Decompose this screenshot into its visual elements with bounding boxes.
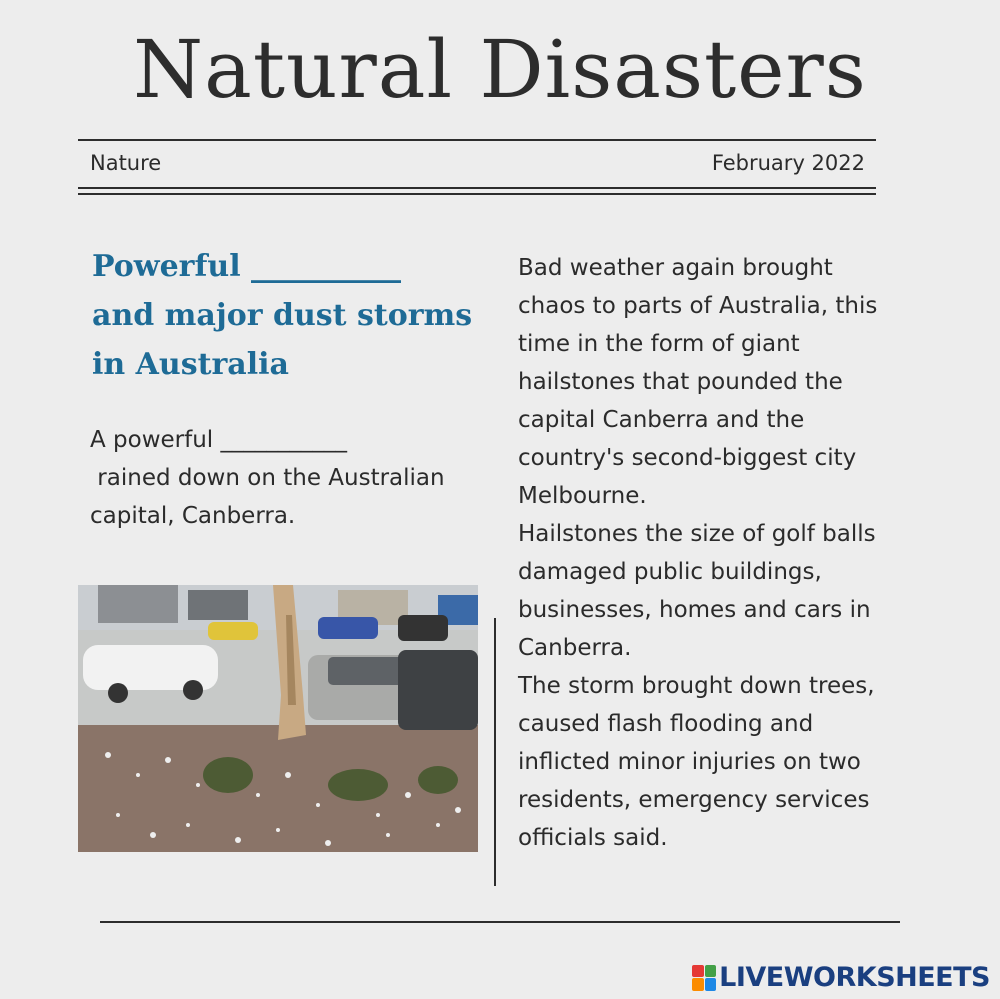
- article-line: Melbourne.: [518, 483, 647, 509]
- headline-line: in Australia: [92, 347, 289, 382]
- article-line: capital Canberra and the: [518, 407, 805, 433]
- article-line: chaos to parts of Australia, this: [518, 293, 878, 319]
- issue-date: February 2022: [711, 151, 865, 175]
- article-line: businesses, homes and cars in: [518, 597, 871, 623]
- brand-name: LIVEWORKSHEETS: [719, 962, 990, 993]
- masthead-title: Natural Disasters: [133, 23, 867, 116]
- logo-square-orange: [692, 978, 704, 991]
- article-line: residents, emergency services: [518, 787, 870, 813]
- liveworksheets-logo-icon: [692, 965, 716, 991]
- article-line: caused flash flooding and: [518, 711, 814, 737]
- hail-street-photo: [78, 585, 478, 852]
- intro-line: rained down on the Australian: [90, 465, 445, 491]
- headline-line: Powerful __________: [92, 249, 402, 284]
- article-line: country's second-biggest city: [518, 445, 857, 471]
- masthead-rule-top: [78, 139, 876, 141]
- article-line: inflicted minor injuries on two: [518, 749, 861, 775]
- article-body: [518, 249, 938, 857]
- liveworksheets-brand[interactable]: [692, 962, 990, 993]
- masthead-rule-bottom-2: [78, 193, 876, 195]
- column-divider: [494, 618, 496, 886]
- logo-square-blue: [705, 978, 717, 991]
- article-line: time in the form of giant: [518, 331, 800, 357]
- intro-line: capital, Canberra.: [90, 503, 296, 529]
- article-line: officials said.: [518, 825, 668, 851]
- masthead-rule-bottom-1: [78, 187, 876, 189]
- article-line: The storm brought down trees,: [518, 673, 875, 699]
- intro-line: A powerful ___________: [90, 427, 348, 453]
- logo-square-red: [692, 965, 704, 978]
- article-line: damaged public buildings,: [518, 559, 822, 585]
- article-line: Hailstones the size of golf balls: [518, 521, 876, 547]
- footer-rule: [100, 921, 900, 923]
- article-line: Bad weather again brought: [518, 255, 833, 281]
- article-line: Canberra.: [518, 635, 632, 661]
- article-headline: [92, 242, 492, 389]
- article-intro: [90, 421, 470, 535]
- article-line: hailstones that pounded the: [518, 369, 843, 395]
- headline-line: and major dust storms: [92, 298, 473, 333]
- section-label: Nature: [90, 151, 162, 175]
- logo-square-green: [705, 965, 717, 978]
